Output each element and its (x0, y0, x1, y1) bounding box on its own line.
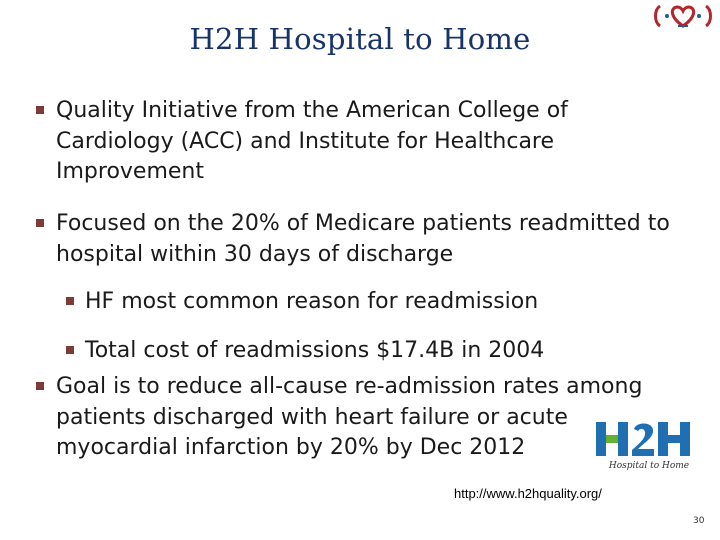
bullet-text: Goal is to reduce all-cause re-admission rates among patients discharged with heart failure or acute myocardial infarction by 20% by Dec 2012 (56, 374, 643, 460)
square-bullet-icon (66, 346, 74, 354)
bullet-text: Total cost of readmissions $17.4B in 2004 (85, 338, 545, 363)
square-bullet-icon (36, 382, 44, 390)
sub-bullet-item (85, 287, 685, 318)
square-bullet-icon (36, 106, 44, 114)
source-url: http://www.h2hquality.org/ (454, 486, 602, 501)
bullet-item (56, 96, 616, 188)
bullet-text: Focused on the 20% of Medicare patients readmitted to hospital within 30 days of discharge (56, 211, 670, 267)
h2h-logo-icon (592, 419, 707, 471)
sub-bullet-item (85, 336, 685, 367)
page-number: 30 (693, 516, 705, 526)
bullet-text: HF most common reason for readmission (85, 289, 539, 314)
bullet-item (56, 372, 656, 464)
slide-title: H2H Hospital to Home (189, 22, 531, 56)
square-bullet-icon (36, 219, 44, 227)
logo-tagline: Hospital to Home (608, 461, 690, 471)
bullet-text: Quality Initiative from the American College of Cardiology (ACC) and Institute for Healthcare Improvement (56, 98, 568, 184)
bullet-item (56, 209, 706, 270)
square-bullet-icon (66, 297, 74, 305)
